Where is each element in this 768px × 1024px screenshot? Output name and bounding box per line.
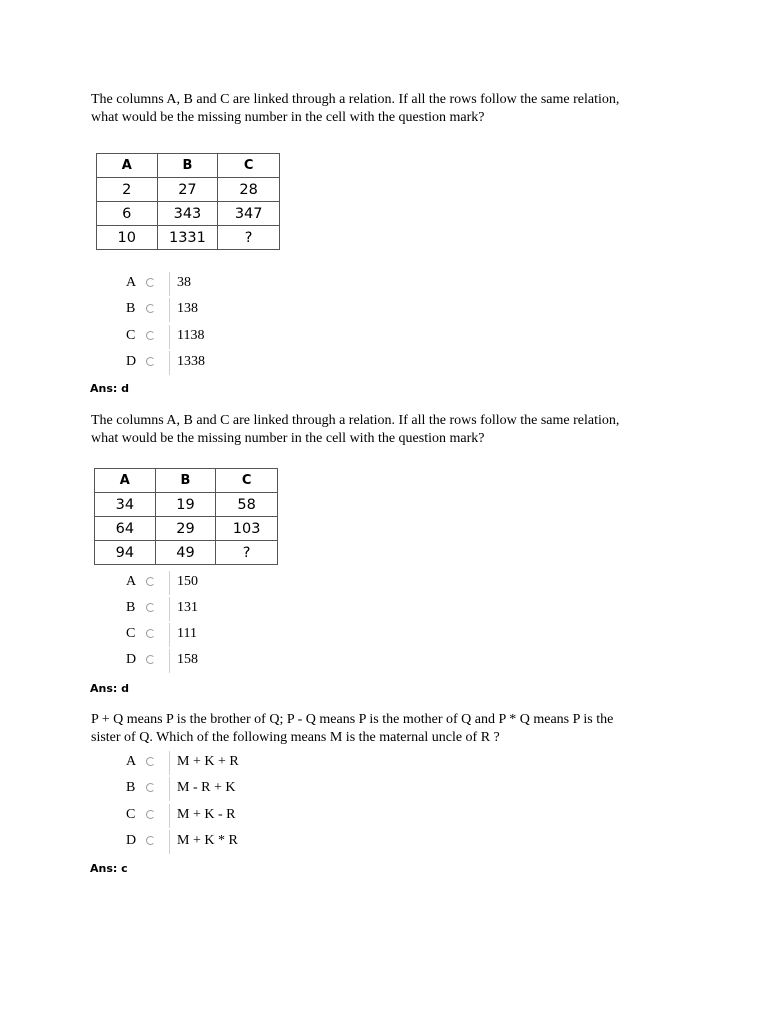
option-b[interactable] <box>126 298 326 322</box>
divider <box>169 804 170 828</box>
divider <box>169 325 170 349</box>
radio-button[interactable] <box>146 278 155 287</box>
question-2-line-2: what would be the missing number in the cell with the question mark? <box>91 431 485 446</box>
table-cell: 29 <box>155 517 216 541</box>
option-letter: B <box>126 301 136 316</box>
divider <box>169 830 170 854</box>
divider <box>169 649 170 673</box>
option-letter: B <box>126 600 136 615</box>
radio-button[interactable] <box>146 655 155 664</box>
table-cell: 49 <box>155 541 216 565</box>
option-letter: D <box>126 652 137 667</box>
table-row <box>97 226 280 250</box>
table-cell: ? <box>218 226 280 250</box>
radio-button[interactable] <box>146 757 155 766</box>
table-cell: 64 <box>95 517 156 541</box>
option-value: M + K + R <box>177 754 239 769</box>
table-cell: 28 <box>218 178 280 202</box>
option-a[interactable] <box>126 272 326 296</box>
option-letter: D <box>126 833 137 848</box>
question-1-line-1: The columns A, B and C are linked through a relation. If all the rows follow the same relation, <box>91 92 620 107</box>
radio-button[interactable] <box>146 603 155 612</box>
option-value: 150 <box>177 574 198 589</box>
column-header-a: A <box>97 154 158 178</box>
radio-button[interactable] <box>146 836 155 845</box>
option-value: 1138 <box>177 328 205 343</box>
option-b[interactable] <box>126 597 326 621</box>
table-cell: 10 <box>97 226 158 250</box>
option-a[interactable] <box>126 571 326 595</box>
question-3-answer: Ans: c <box>90 862 128 875</box>
radio-button[interactable] <box>146 810 155 819</box>
option-c[interactable] <box>126 804 326 828</box>
radio-button[interactable] <box>146 629 155 638</box>
question-1-line-2: what would be the missing number in the cell with the question mark? <box>91 110 485 125</box>
option-value: 111 <box>177 626 197 641</box>
table-cell: 1331 <box>157 226 218 250</box>
table-row <box>97 202 280 226</box>
option-letter: A <box>126 754 137 769</box>
table-cell: 2 <box>97 178 158 202</box>
question-1-table <box>96 153 280 250</box>
table-cell: 343 <box>157 202 218 226</box>
column-header-c: C <box>216 469 278 493</box>
divider <box>169 351 170 375</box>
option-value: M - R + K <box>177 780 236 795</box>
option-a[interactable] <box>126 751 326 775</box>
table-row <box>97 178 280 202</box>
table-cell: 103 <box>216 517 278 541</box>
option-letter: B <box>126 780 136 795</box>
divider <box>169 597 170 621</box>
option-b[interactable] <box>126 777 326 801</box>
option-value: 131 <box>177 600 198 615</box>
radio-button[interactable] <box>146 331 155 340</box>
column-header-b: B <box>157 154 218 178</box>
divider <box>169 272 170 296</box>
table-cell: 34 <box>95 493 156 517</box>
divider <box>169 623 170 647</box>
option-d[interactable] <box>126 830 326 854</box>
column-header-b: B <box>155 469 216 493</box>
table-cell: 6 <box>97 202 158 226</box>
table-row <box>95 493 278 517</box>
option-letter: A <box>126 275 137 290</box>
option-value: M + K * R <box>177 833 238 848</box>
option-letter: A <box>126 574 137 589</box>
table-cell: 94 <box>95 541 156 565</box>
option-letter: D <box>126 354 137 369</box>
question-3-text <box>91 711 691 747</box>
table-cell: 58 <box>216 493 278 517</box>
option-letter: C <box>126 807 136 822</box>
option-value: M + K - R <box>177 807 236 822</box>
option-c[interactable] <box>126 623 326 647</box>
option-value: 38 <box>177 275 191 290</box>
divider <box>169 298 170 322</box>
question-3-line-1: P + Q means P is the brother of Q; P - Q means P is the mother of Q and P * Q means P is the <box>91 712 614 727</box>
table-cell: 27 <box>157 178 218 202</box>
question-1-text <box>91 91 691 127</box>
question-2-answer: Ans: d <box>90 682 129 695</box>
option-value: 138 <box>177 301 198 316</box>
radio-button[interactable] <box>146 783 155 792</box>
column-header-a: A <box>95 469 156 493</box>
table-row <box>95 517 278 541</box>
question-1-answer: Ans: d <box>90 382 129 395</box>
radio-button[interactable] <box>146 304 155 313</box>
option-d[interactable] <box>126 649 326 673</box>
table-header-row <box>95 469 278 493</box>
question-2-table <box>94 468 278 565</box>
option-letter: C <box>126 626 136 641</box>
divider <box>169 571 170 595</box>
question-2-line-1: The columns A, B and C are linked through a relation. If all the rows follow the same relation, <box>91 413 620 428</box>
radio-button[interactable] <box>146 357 155 366</box>
divider <box>169 777 170 801</box>
table-header-row <box>97 154 280 178</box>
option-value: 158 <box>177 652 198 667</box>
option-d[interactable] <box>126 351 326 375</box>
question-2-text <box>91 412 691 448</box>
table-cell: ? <box>216 541 278 565</box>
table-row <box>95 541 278 565</box>
radio-button[interactable] <box>146 577 155 586</box>
column-header-c: C <box>218 154 280 178</box>
option-value: 1338 <box>177 354 205 369</box>
table-cell: 19 <box>155 493 216 517</box>
divider <box>169 751 170 775</box>
option-letter: C <box>126 328 136 343</box>
option-c[interactable] <box>126 325 326 349</box>
question-3-line-2: sister of Q. Which of the following means M is the maternal uncle of R ? <box>91 730 500 745</box>
table-cell: 347 <box>218 202 280 226</box>
